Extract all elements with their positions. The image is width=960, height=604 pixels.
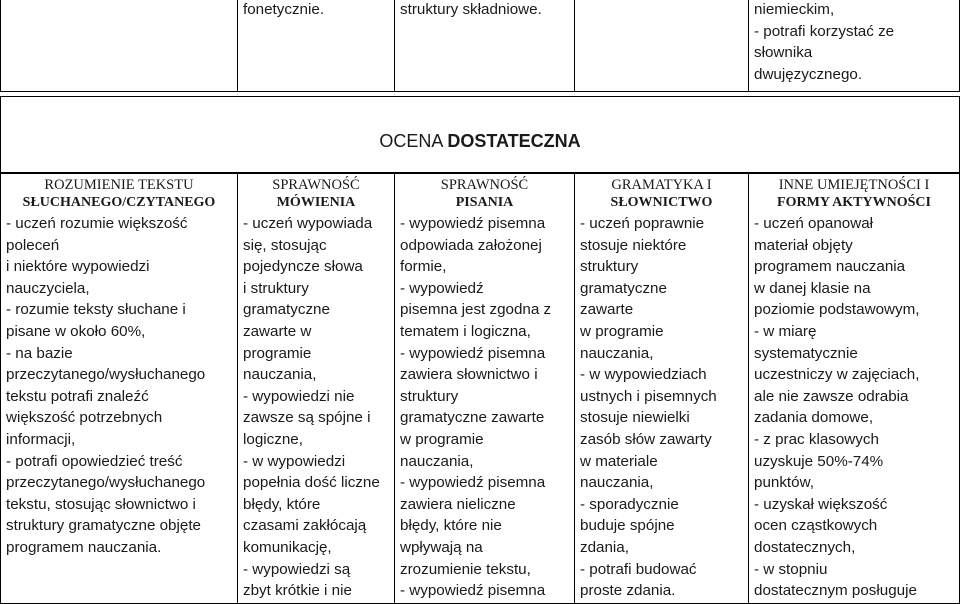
column-grammar-vocabulary xyxy=(575,173,749,604)
text-line: - uczeń opanował xyxy=(754,215,874,232)
column-heading: GRAMATYKA I SŁOWNICTWO xyxy=(610,177,713,210)
text-line: systematycznie xyxy=(754,344,858,362)
text-line: niemieckim, xyxy=(754,1,835,18)
text-line: - potrafi korzystać ze xyxy=(754,22,895,40)
text-line: nauczania, xyxy=(580,474,654,492)
text-line: odpowiada założonej xyxy=(400,236,542,254)
text-line: - w wypowiedziach xyxy=(580,366,707,384)
text-line: tekstu potrafi znaleźć xyxy=(6,387,149,405)
column-listening-reading xyxy=(1,173,238,604)
text-line: dostatecznych, xyxy=(754,538,856,556)
text-line: - potrafi opowiedzieć treść xyxy=(6,452,183,470)
text-line: dostatecznym posługuje xyxy=(754,582,917,600)
text-line: ustnych i pisemnych xyxy=(580,387,717,405)
grade-header-row xyxy=(0,96,960,174)
text-line: uczestniczy w zajęciach, xyxy=(754,366,920,384)
text-line: - uczeń poprawnie xyxy=(580,215,705,232)
text-line: - w stopniu xyxy=(754,560,828,578)
text-line: - uczeń wypowiada xyxy=(243,215,373,232)
text-line: przeczytanego/wysłuchanego xyxy=(6,366,206,384)
top-continuation-row xyxy=(0,0,960,92)
text-line: błędy, które xyxy=(243,495,321,513)
text-line: struktury gramatyczne objęte xyxy=(6,517,201,535)
text-line: fonetycznie. xyxy=(243,1,325,18)
text-line: poleceń xyxy=(6,236,60,254)
text-line: i struktury xyxy=(243,279,309,297)
text-line: zbyt krótkie i nie xyxy=(243,582,352,600)
top-cell-1 xyxy=(1,0,238,92)
top-cell-2 xyxy=(238,0,395,92)
text-line: wpływają na xyxy=(400,538,483,556)
text-line: nauczania, xyxy=(243,366,317,384)
text-line: - wypowiedź pisemna xyxy=(400,582,546,600)
text-line: zdania, xyxy=(580,538,629,556)
text-line: struktury składniowe. xyxy=(400,1,542,18)
text-line: w programie xyxy=(400,430,484,448)
column-heading: INNE UMIEJĘTNOŚCI I FORMY AKTYWNOŚCI xyxy=(777,177,931,210)
top-cell-3 xyxy=(395,0,575,92)
text-line: - potrafi budować xyxy=(580,560,697,578)
text-line: - wypowiedź pisemna xyxy=(400,344,546,362)
text-line: struktury xyxy=(400,387,459,405)
text-line: - uczeń rozumie większość xyxy=(6,215,188,232)
top-cell-4 xyxy=(575,0,749,92)
text-line: zawiera słownictwo i xyxy=(400,366,538,384)
text-line: stosuje niektóre xyxy=(580,236,687,254)
text-line: - wypowiedź pisemna xyxy=(400,474,546,492)
column-speaking xyxy=(238,173,395,604)
text-line: - z prac klasowych xyxy=(754,430,879,448)
text-line: - rozumie teksty słuchane i xyxy=(6,301,186,319)
text-line: w programie xyxy=(580,322,664,340)
text-line: poziomie podstawowym, xyxy=(754,301,920,319)
text-line: większość potrzebnych xyxy=(6,409,163,427)
text-line: tematem i logiczna, xyxy=(400,322,531,340)
top-cell-5 xyxy=(749,0,960,92)
text-line: zawarte xyxy=(580,301,634,319)
text-line: buduje spójne xyxy=(580,517,675,535)
text-line: - na bazie xyxy=(6,344,73,362)
text-line: uzyskuje 50%-74% xyxy=(754,452,884,470)
text-line: zawiera nieliczne xyxy=(400,495,516,513)
text-line: ale nie zawsze odrabia xyxy=(754,387,909,405)
text-line: zawsze są spójne i xyxy=(243,409,371,427)
text-line: gramatyczne zawarte xyxy=(400,409,545,427)
text-line: i niektóre wypowiedzi xyxy=(6,258,150,276)
text-line: stosuje niewielki xyxy=(580,409,690,427)
column-heading: SPRAWNOŚĆ MÓWIENIA xyxy=(272,177,360,210)
text-line: - sporadycznie xyxy=(580,495,679,513)
text-line: pisemna jest zgodna z xyxy=(400,301,552,319)
text-line: - wypowiedź pisemna xyxy=(400,215,546,232)
text-line: zadania domowe, xyxy=(754,409,874,427)
text-line: - uzyskał większość xyxy=(754,495,888,513)
text-line: punktów, xyxy=(754,474,814,492)
column-other-skills xyxy=(749,173,960,604)
text-line: - wypowiedź xyxy=(400,279,484,297)
text-line: dwujęzycznego. xyxy=(754,65,863,83)
text-line: pisane w około 60%, xyxy=(6,322,146,340)
text-line: gramatyczne xyxy=(580,279,667,297)
text-line: słownika xyxy=(754,44,813,62)
text-line: programem nauczania xyxy=(754,258,906,276)
text-line: pojedyncze słowa xyxy=(243,258,363,276)
text-line: nauczania, xyxy=(400,452,474,470)
text-line: informacji, xyxy=(6,430,76,448)
text-line: - w wypowiedzi xyxy=(243,452,346,470)
text-line: formie, xyxy=(400,258,447,276)
column-writing xyxy=(395,173,575,604)
column-heading: ROZUMIENIE TEKSTU SŁUCHANEGO/CZYTANEGO xyxy=(22,177,216,210)
text-line: w danej klasie na xyxy=(754,279,871,297)
text-line: tekstu, stosując słownictwo i xyxy=(6,495,196,513)
text-line: - wypowiedzi nie xyxy=(243,387,355,405)
text-line: popełnia dość liczne xyxy=(243,474,380,492)
text-line: zasób słów zawarty xyxy=(580,430,712,448)
text-line: czasami zakłócają xyxy=(243,517,367,535)
grade-title: OCENA DOSTATECZNA xyxy=(379,131,581,151)
text-line: błędy, które nie xyxy=(400,517,502,535)
text-line: w materiale xyxy=(580,452,658,470)
column-heading: SPRAWNOŚĆ PISANIA xyxy=(440,177,529,210)
text-line: zawarte w xyxy=(243,322,312,340)
text-line: programie xyxy=(243,344,312,362)
text-line: gramatyczne xyxy=(243,301,330,319)
text-line: ocen cząstkowych xyxy=(754,517,878,535)
text-line: się, stosując xyxy=(243,236,327,254)
text-line: nauczania, xyxy=(580,344,654,362)
text-line: programem nauczania. xyxy=(6,538,162,556)
text-line: zrozumienie tekstu, xyxy=(400,560,531,578)
text-line: nauczyciela, xyxy=(6,279,90,297)
text-line: przeczytanego/wysłuchanego xyxy=(6,474,206,492)
text-line: - wypowiedzi są xyxy=(243,560,351,578)
text-line: struktury xyxy=(580,258,639,276)
text-line: proste zdania. xyxy=(580,582,676,600)
text-line: komunikację, xyxy=(243,538,332,556)
criteria-table xyxy=(0,172,960,604)
text-line: - w miarę xyxy=(754,322,817,340)
text-line: logiczne, xyxy=(243,430,303,448)
text-line: materiał objęty xyxy=(754,236,853,254)
